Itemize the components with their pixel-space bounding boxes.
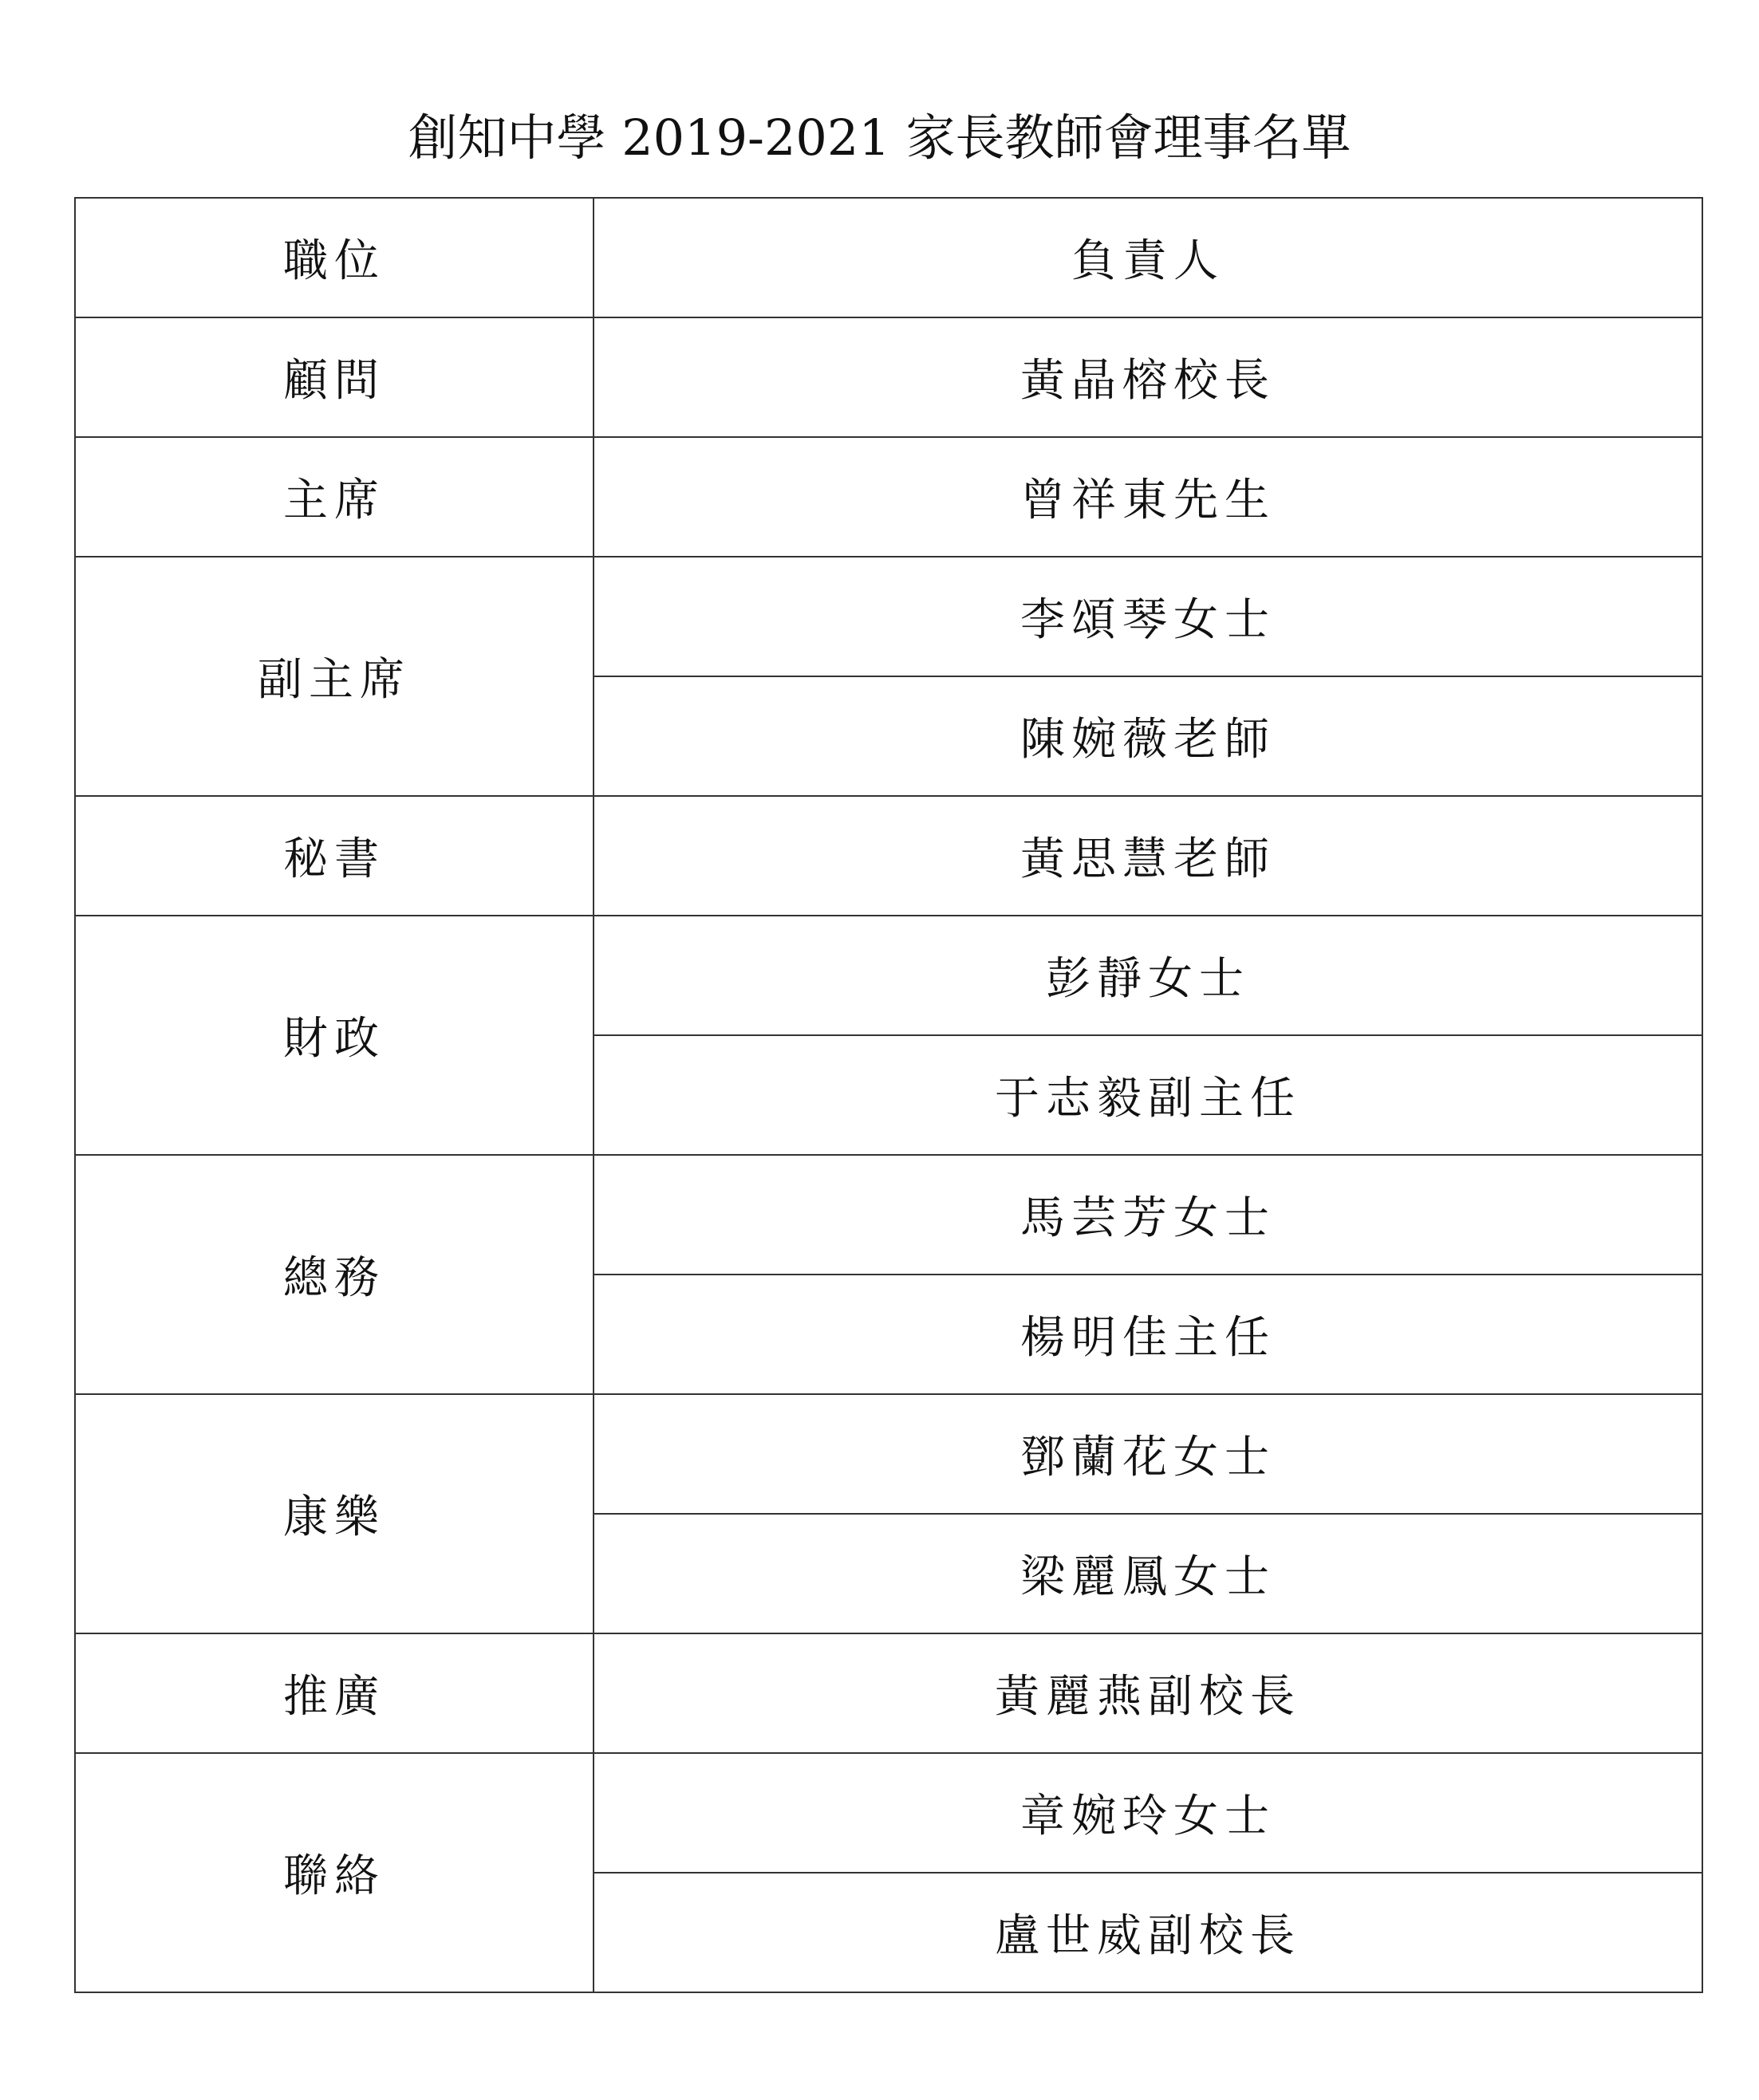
table-header-row [75,198,1702,317]
person-cell: 馬芸芳女士 [594,1155,1702,1275]
person-cell: 李頌琴女士 [594,557,1702,676]
position-cell: 副主席 [75,557,594,796]
person-cell: 黃晶榕校長 [594,317,1702,437]
position-cell: 秘書 [75,796,594,916]
position-cell: 總務 [75,1155,594,1394]
document-title: 創知中學 2019-2021 家長教師會理事名單 [408,108,1351,167]
table-row [75,557,1702,676]
person-cell: 盧世威副校長 [594,1873,1702,1992]
position-cell: 推廣 [75,1633,594,1753]
table-row [75,317,1702,437]
person-cell: 楊明佳主任 [594,1275,1702,1394]
person-column-header: 負責人 [594,198,1702,317]
person-cell: 鄧蘭花女士 [594,1394,1702,1514]
table-row [75,1394,1702,1514]
position-cell: 財政 [75,916,594,1155]
person-cell: 梁麗鳳女士 [594,1514,1702,1633]
table-row [75,796,1702,916]
position-cell: 康樂 [75,1394,594,1633]
person-cell: 章婉玲女士 [594,1753,1702,1873]
table-row [75,1155,1702,1275]
table-row [75,916,1702,1035]
person-cell: 陳婉薇老師 [594,676,1702,796]
position-cell: 顧問 [75,317,594,437]
person-cell: 黃麗燕副校長 [594,1633,1702,1753]
position-cell: 聯絡 [75,1753,594,1992]
table-row [75,1753,1702,1873]
committee-table [74,197,1703,1993]
person-cell: 曾祥東先生 [594,437,1702,557]
person-cell: 彭靜女士 [594,916,1702,1035]
table-row [75,1633,1702,1753]
table-row [75,437,1702,557]
position-cell: 主席 [75,437,594,557]
person-cell: 黃思慧老師 [594,796,1702,916]
position-column-header: 職位 [75,198,594,317]
person-cell: 于志毅副主任 [594,1035,1702,1155]
